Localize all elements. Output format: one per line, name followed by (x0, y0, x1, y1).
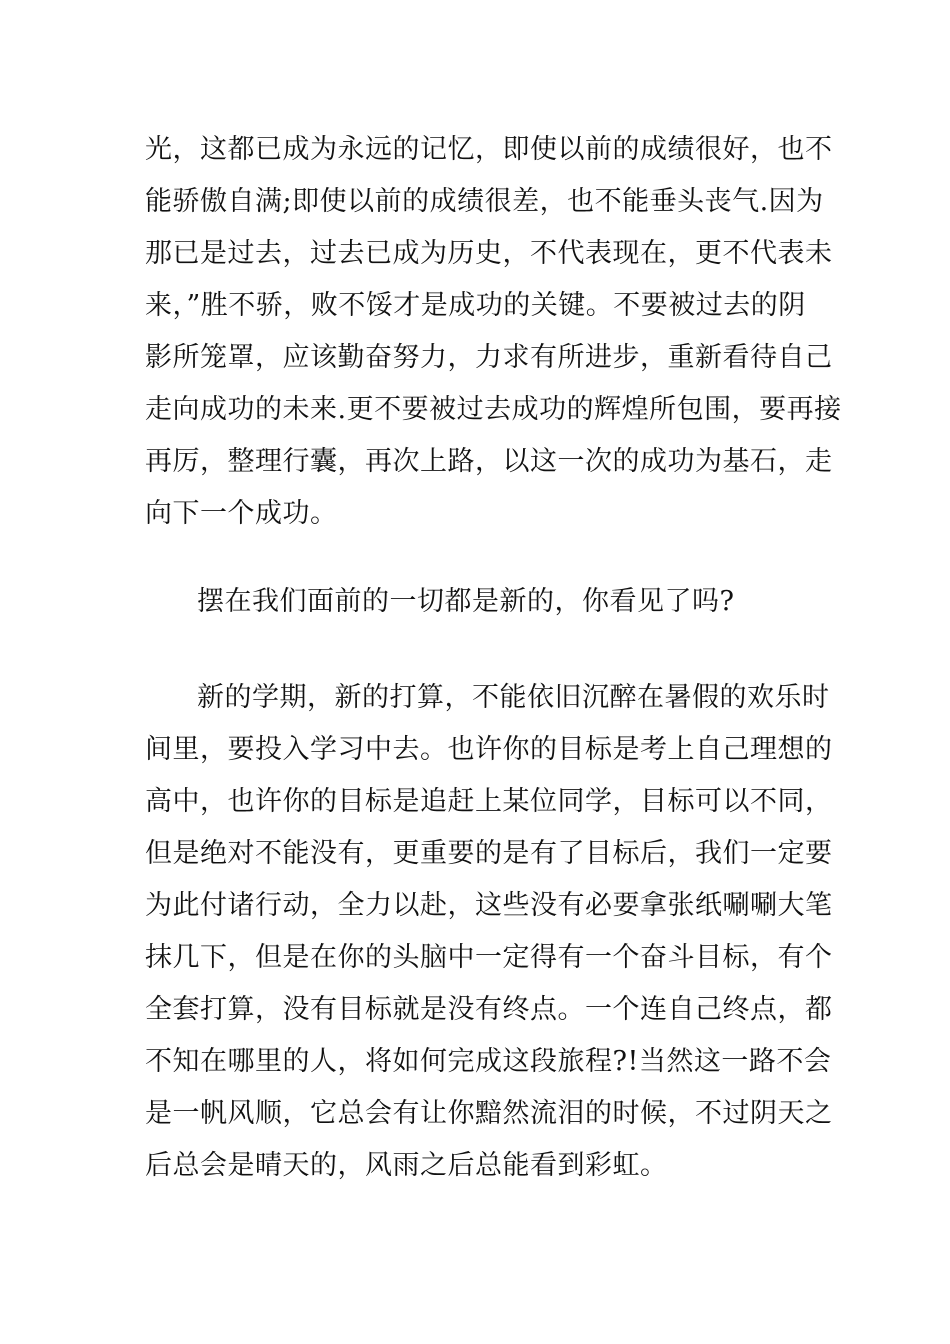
paragraph-line: 影所笼罩，应该勤奋努力，力求有所进步，重新看待自己 (145, 342, 833, 373)
paragraph-line: 不知在哪里的人，将如何完成这段旅程?!当然这一路不会 (145, 1046, 832, 1077)
paragraph-line: 走向成功的未来.更不要被过去成功的辉煌所包围，要再接 (145, 394, 842, 425)
paragraph-2 (145, 576, 805, 628)
paragraph-line: 为此付诸行动，全力以赴，这些没有必要拿张纸唰唰大笔 (145, 890, 833, 921)
paragraph-line: 全套打算，没有目标就是没有终点。一个连自己终点，都 (145, 994, 833, 1025)
paragraph-line: 但是绝对不能没有，更重要的是有了目标后，我们一定要 (145, 838, 833, 869)
paragraph-line: 高中，也许你的目标是追赶上某位同学，目标可以不同， (145, 786, 833, 817)
paragraph-line: 光，这都已成为永远的记忆，即使以前的成绩很好，也不 (145, 134, 833, 165)
paragraph-line: 向下一个成功。 (145, 498, 338, 529)
paragraph-line: 间里，要投入学习中去。也许你的目标是考上自己理想的 (145, 734, 833, 765)
paragraph-line: 来，”胜不骄，败不馁才是成功的关键。不要被过去的阴 (145, 290, 806, 321)
paragraph-3 (145, 672, 833, 1192)
paragraph-line: 再厉，整理行囊，再次上路，以这一次的成功为基石，走 (145, 446, 833, 477)
paragraph-line: 能骄傲自满;即使以前的成绩很差，也不能垂头丧气.因为 (145, 186, 824, 217)
paragraph-line: 摆在我们面前的一切都是新的，你看见了吗? (197, 586, 735, 617)
paragraph-line: 抹几下，但是在你的头脑中一定得有一个奋斗目标，有个 (145, 942, 833, 973)
paragraph-1 (145, 124, 842, 540)
paragraph-line: 后总会是晴天的，风雨之后总能看到彩虹。 (145, 1150, 668, 1181)
paragraph-line: 是一帆风顺，它总会有让你黯然流泪的时候，不过阴天之 (145, 1098, 833, 1129)
paragraph-line: 新的学期，新的打算，不能依旧沉醉在暑假的欢乐时 (197, 682, 830, 713)
paragraph-line: 那已是过去，过去已成为历史，不代表现在，更不代表未 (145, 238, 833, 269)
